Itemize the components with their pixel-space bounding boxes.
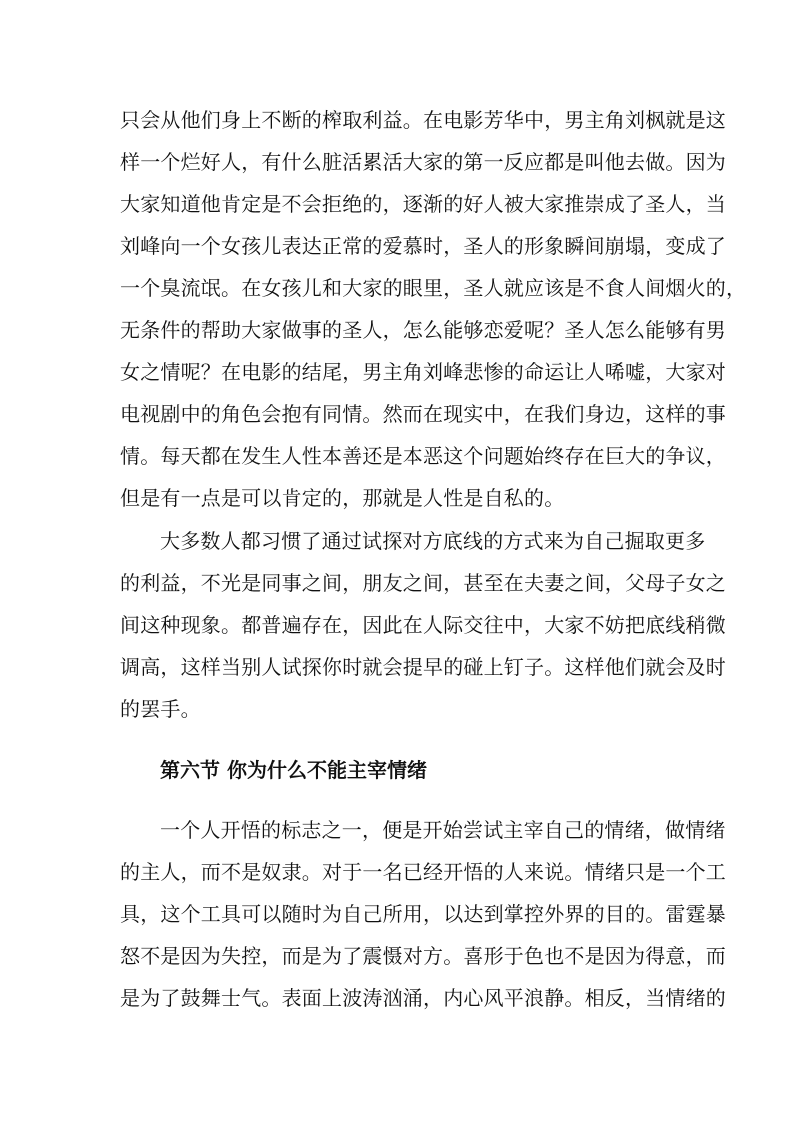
paragraph-line: 的利益，不光是同事之间，朋友之间，甚至在夫妻之间，父母子女之 [120, 571, 726, 595]
paragraph-line: 是为了鼓舞士气。表面上波涛汹涌，内心风平浪静。相反，当情绪的 [120, 986, 726, 1010]
paragraph-line: 一个臭流氓。在女孩儿和大家的眼里，圣人就应该是不食人间烟火的， [120, 276, 747, 300]
paragraph-line: 情。每天都在发生人性本善还是本恶这个问题始终存在巨大的争议， [120, 444, 726, 468]
paragraph-line: 的罢手。 [120, 697, 201, 721]
paragraph-line: 一个人开悟的标志之一，便是开始尝试主宰自己的情绪，做情绪 [160, 818, 726, 842]
paragraph-line: 只会从他们身上不断的榨取利益。在电影芳华中，男主角刘枫就是这 [120, 108, 726, 132]
section-heading: 第六节 你为什么不能主宰情绪 [160, 758, 427, 782]
paragraph-line: 无条件的帮助大家做事的圣人，怎么能够恋爱呢？圣人怎么能够有男 [120, 318, 726, 342]
paragraph-line: 样一个烂好人，有什么脏活累活大家的第一反应都是叫他去做。因为 [120, 150, 726, 174]
paragraph-line: 大家知道他肯定是不会拒绝的，逐渐的好人被大家推崇成了圣人，当 [120, 192, 726, 216]
paragraph-line: 刘峰向一个女孩儿表达正常的爱慕时，圣人的形象瞬间崩塌，变成了 [120, 234, 726, 258]
paragraph-line: 怒不是因为失控，而是为了震慑对方。喜形于色也不是因为得意，而 [120, 944, 726, 968]
paragraph-line: 电视剧中的角色会抱有同情。然而在现实中，在我们身边，这样的事 [120, 402, 726, 426]
paragraph-line: 女之情呢？在电影的结尾，男主角刘峰悲惨的命运让人唏嘘，大家对 [120, 360, 726, 384]
paragraph-line: 间这种现象。都普遍存在，因此在人际交往中，大家不妨把底线稍微 [120, 613, 726, 637]
paragraph-line: 的主人，而不是奴隶。对于一名已经开悟的人来说。情绪只是一个工 [120, 860, 726, 884]
paragraph-line: 具，这个工具可以随时为自己所用，以达到掌控外界的目的。雷霆暴 [120, 902, 726, 926]
paragraph-line: 大多数人都习惯了通过试探对方底线的方式来为自己掘取更多 [160, 529, 706, 553]
paragraph-line: 但是有一点是可以肯定的，那就是人性是自私的。 [120, 486, 565, 510]
paragraph-line: 调高，这样当别人试探你时就会提早的碰上钉子。这样他们就会及时 [120, 655, 726, 679]
